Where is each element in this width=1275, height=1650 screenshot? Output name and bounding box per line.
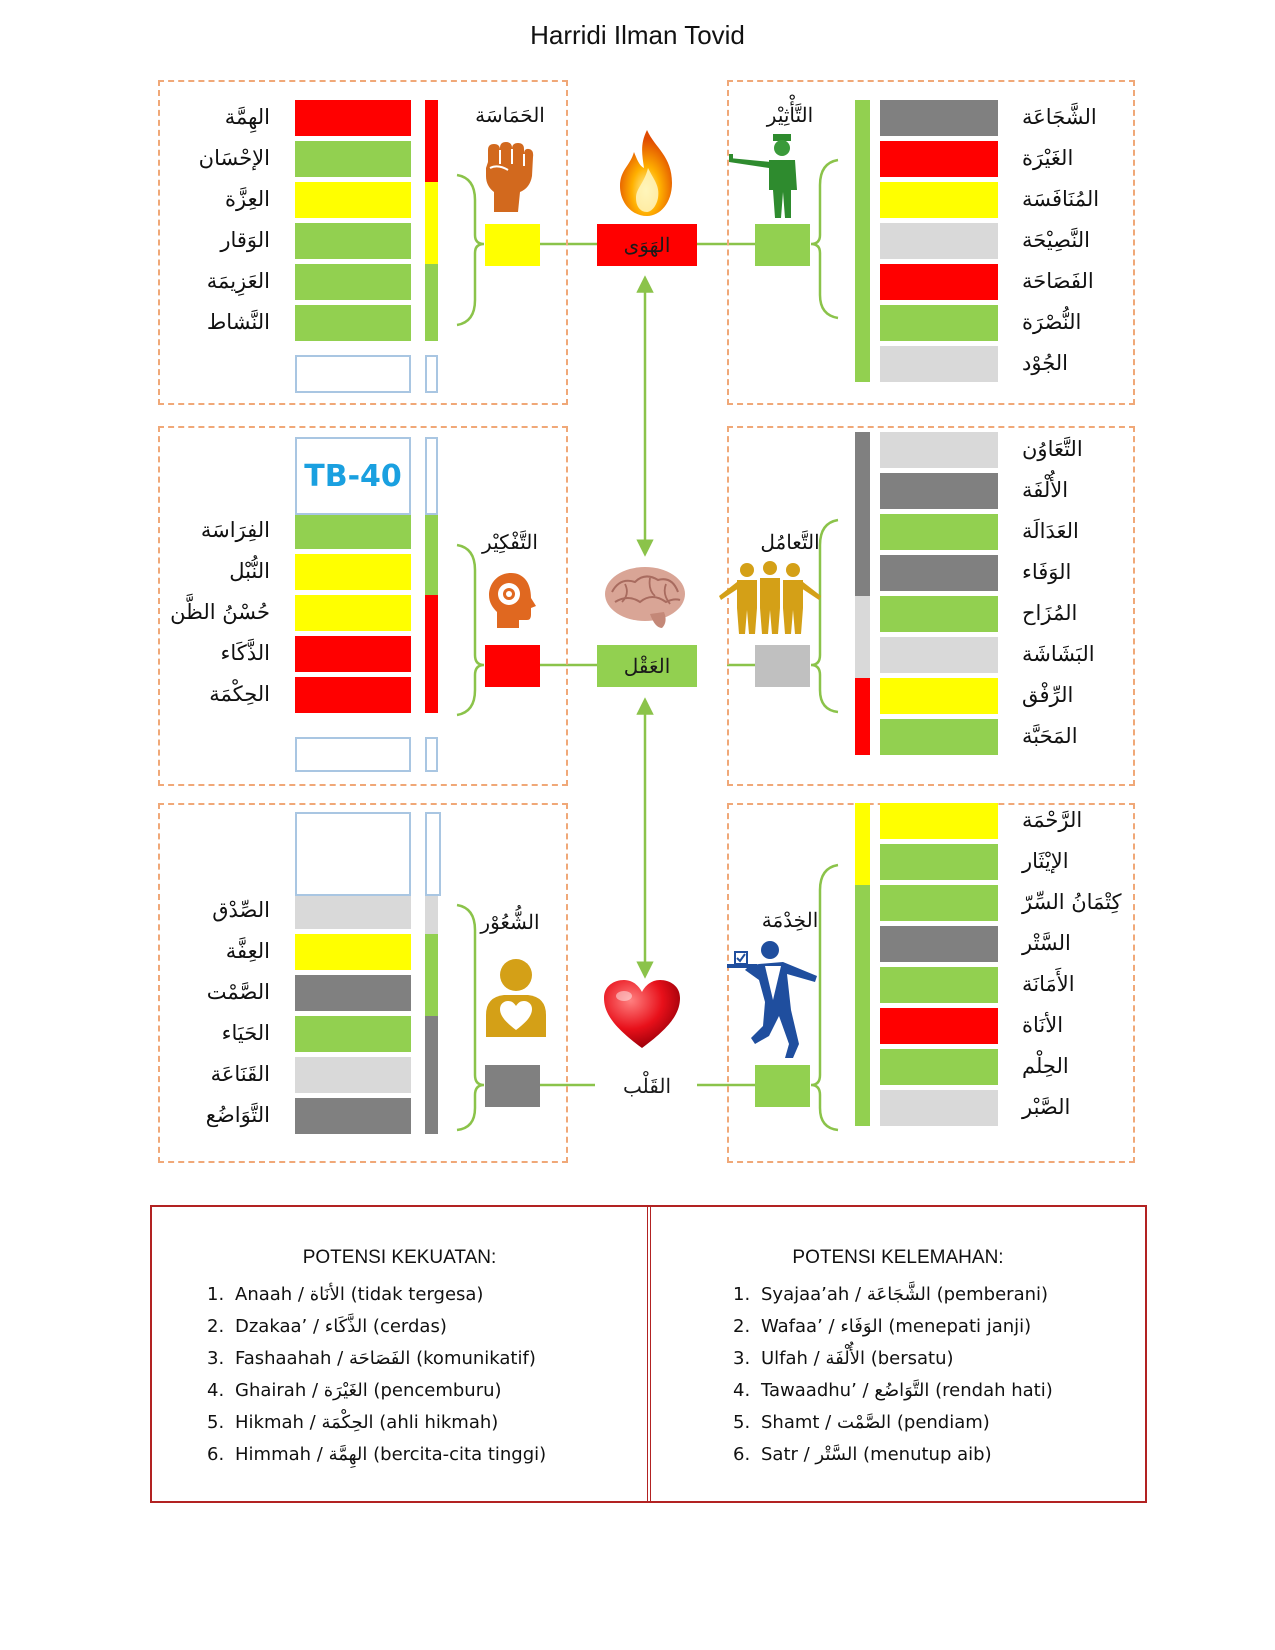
- tathir-side-segment: [855, 182, 870, 223]
- tathir-label: الفَصَاحَة: [1022, 269, 1094, 293]
- shuur-bar: [295, 1057, 411, 1093]
- taamul-side-segment: [855, 719, 870, 755]
- hamasah-side-segment: [425, 141, 438, 182]
- tathir-bar: [880, 346, 998, 382]
- taamul-bar: [880, 637, 998, 673]
- shuur-label: الصَّمْت: [206, 980, 270, 1004]
- khidmah-side-segment: [855, 1090, 870, 1126]
- strengths-item-number: 2.: [207, 1316, 225, 1337]
- hamasah-bar: [295, 100, 411, 136]
- tathir-bar: [880, 305, 998, 341]
- strengths-item: [207, 1375, 546, 1407]
- strengths-item: [207, 1439, 546, 1471]
- header-khidmah: الخِدْمَة: [761, 908, 819, 932]
- hamasah-bar: [295, 223, 411, 259]
- node-hawa[interactable]: الهَوَى: [597, 224, 697, 266]
- tathir-side-segment: [855, 264, 870, 305]
- node-tathir[interactable]: [755, 224, 810, 266]
- strengths-item-number: 4.: [207, 1380, 225, 1401]
- weaknesses-item: [733, 1375, 1053, 1407]
- brain-icon: [600, 562, 690, 632]
- shuur-side-segment: [425, 934, 438, 975]
- tafkir-bar: [295, 595, 411, 631]
- khidmah-side-segment: [855, 1049, 870, 1090]
- tafkir-label: الذَّكَاء: [220, 641, 270, 665]
- tafkir-side-segment: [425, 636, 438, 677]
- shuur-side-segment: [425, 893, 438, 934]
- tafkir-top-seg: [425, 437, 438, 515]
- taamul-bar: [880, 555, 998, 591]
- tafkir-empty-bar: [295, 737, 411, 772]
- hamasah-empty-bar: [295, 355, 411, 393]
- tathir-side-segment: [855, 346, 870, 382]
- shuur-side-segment: [425, 975, 438, 1016]
- tafkir-bar: [295, 554, 411, 590]
- khidmah-side-segment: [855, 967, 870, 1008]
- khidmah-label: كِتْمَانُ السِّرّ: [1022, 890, 1122, 914]
- taamul-side-segment: [855, 596, 870, 637]
- tafkir-bar: [295, 677, 411, 713]
- khidmah-side-segment: [855, 803, 870, 844]
- tafkir-side-segment: [425, 677, 438, 713]
- weaknesses-item-text: Shamt / الصَّمْت (pendiam): [761, 1412, 990, 1433]
- khidmah-bar: [880, 803, 998, 839]
- person-heart-icon: [482, 955, 550, 1040]
- weaknesses-item: [733, 1439, 1053, 1471]
- hamasah-side-segment: [425, 182, 438, 223]
- header-shuur: الشُّعُوْر: [480, 910, 540, 934]
- tathir-side-segment: [855, 305, 870, 346]
- taamul-label: المُزَاح: [1022, 601, 1078, 625]
- khidmah-label: الحِلْم: [1022, 1054, 1069, 1078]
- shuur-side-segment: [425, 1057, 438, 1098]
- khidmah-side-segment: [855, 885, 870, 926]
- hamasah-label: الهِمَّة: [224, 105, 270, 129]
- shuur-label: التَّوَاضُع: [205, 1103, 270, 1127]
- khidmah-label: الأَمَانَة: [1022, 972, 1075, 996]
- hamasah-empty-seg: [425, 355, 438, 393]
- hamasah-bar: [295, 182, 411, 218]
- tathir-side-segment: [855, 223, 870, 264]
- strengths-item: [207, 1279, 546, 1311]
- taamul-bar: [880, 514, 998, 550]
- hamasah-side-segment: [425, 100, 438, 141]
- strengths-item-text: Fashaahah / الفَصَاحَة (komunikatif): [235, 1348, 536, 1369]
- weaknesses-item-text: Tawaadhu’ / التَّوَاضُع (rendah hati): [761, 1380, 1053, 1401]
- weaknesses-item-number: 4.: [733, 1380, 751, 1401]
- strengths-list: [207, 1279, 546, 1471]
- header-taamul: التَّعامُل: [760, 530, 820, 554]
- tathir-label: المُنَافَسَة: [1022, 187, 1100, 211]
- hamasah-label: النَّشاط: [206, 310, 270, 334]
- tafkir-label: الحِكْمَة: [209, 682, 270, 706]
- group-people-icon: [715, 560, 825, 635]
- thinking-head-icon: [485, 570, 540, 630]
- hamasah-bar: [295, 305, 411, 341]
- shuur-label: العِفَّة: [225, 939, 270, 963]
- tafkir-label: الفِرَاسَة: [200, 518, 270, 542]
- strengths-item-text: Hikmah / الحِكْمَة (ahli hikmah): [235, 1412, 499, 1433]
- tathir-bar: [880, 100, 998, 136]
- tafkir-bar: [295, 636, 411, 672]
- taamul-label: المَحَبَّة: [1022, 724, 1078, 748]
- shuur-label: الصِّدْق: [212, 898, 270, 922]
- hamasah-label: الوَقار: [220, 228, 270, 252]
- khidmah-bar: [880, 844, 998, 880]
- weaknesses-item-number: 2.: [733, 1316, 751, 1337]
- node-shuur[interactable]: [485, 1065, 540, 1107]
- taamul-bar: [880, 596, 998, 632]
- header-hamasah: الحَمَاسَة: [475, 103, 545, 127]
- node-khidmah[interactable]: [755, 1065, 810, 1107]
- node-hamasah[interactable]: [485, 224, 540, 266]
- tathir-label: الشَّجَاعَة: [1022, 105, 1097, 129]
- taamul-bar: [880, 719, 998, 755]
- tathir-side-segment: [855, 100, 870, 141]
- khidmah-label: السَّتْر: [1022, 931, 1071, 955]
- taamul-side-segment: [855, 678, 870, 719]
- hamasah-label: الإحْسَان: [198, 146, 270, 170]
- strengths-item-text: Himmah / الهِمَّة (bercita-cita tinggi): [235, 1444, 547, 1465]
- hamasah-label: العِزَّة: [225, 187, 270, 211]
- weaknesses-item-number: 3.: [733, 1348, 751, 1369]
- page-title: Harridi Ilman Tovid: [530, 20, 745, 50]
- taamul-label: الوَفَاء: [1022, 560, 1072, 584]
- weaknesses-item-text: Wafaa’ / الوَفَاء (menepati janji): [761, 1316, 1032, 1337]
- khidmah-label: الأنَاة: [1022, 1013, 1064, 1037]
- raised-fist-icon: [480, 140, 535, 215]
- potential-legend: [150, 1205, 1147, 1503]
- khidmah-label: الرَّحْمَة: [1022, 808, 1083, 832]
- weaknesses-item-text: Syajaa’ah / الشَّجَاعَة (pemberani): [761, 1284, 1049, 1305]
- khidmah-bar: [880, 885, 998, 921]
- strengths-item-number: 1.: [207, 1284, 225, 1305]
- hamasah-bar: [295, 264, 411, 300]
- taamul-side-segment: [855, 514, 870, 555]
- tathir-bar: [880, 141, 998, 177]
- strengths-item-number: 3.: [207, 1348, 225, 1369]
- taamul-side-segment: [855, 473, 870, 514]
- node-qalb[interactable]: القَلْب: [597, 1065, 697, 1107]
- tathir-bar: [880, 223, 998, 259]
- tathir-label: النَّصِيْحَة: [1022, 228, 1090, 252]
- shuur-empty-seg: [425, 812, 441, 896]
- header-tafkir: التَّفْكِيْر: [482, 530, 538, 554]
- tafkir-side-segment: [425, 513, 438, 554]
- pointing-officer-icon: [725, 130, 805, 220]
- weaknesses-item-text: Ulfah / الأُلْفَة (bersatu): [761, 1348, 954, 1369]
- shuur-side-segment: [425, 1016, 438, 1057]
- tathir-label: النُّصْرَة: [1022, 310, 1082, 334]
- khidmah-side-segment: [855, 926, 870, 967]
- khidmah-bar: [880, 1008, 998, 1044]
- shuur-label: القَنَاعَة: [210, 1062, 270, 1086]
- tafkir-label: حُسْنُ الظَّن: [170, 600, 270, 624]
- node-taamul[interactable]: [755, 645, 810, 687]
- tathir-side-segment: [855, 141, 870, 182]
- taamul-side-segment: [855, 637, 870, 678]
- weaknesses-item: [733, 1311, 1053, 1343]
- strengths-item-number: 5.: [207, 1412, 225, 1433]
- tathir-bar: [880, 182, 998, 218]
- shuur-bar: [295, 975, 411, 1011]
- strengths-item: [207, 1407, 546, 1439]
- taamul-label: الرِّفْق: [1022, 683, 1074, 707]
- tathir-label: الجُوْد: [1022, 351, 1068, 375]
- weaknesses-column: [651, 1207, 1145, 1501]
- weaknesses-item-text: Satr / السَّتْر (menutup aib): [761, 1444, 992, 1465]
- strengths-item: [207, 1343, 546, 1375]
- heart-icon: [602, 978, 682, 1050]
- tb-40-box: TB-40: [295, 437, 411, 515]
- taamul-label: التَّعَاوُن: [1022, 437, 1083, 461]
- taamul-bar: [880, 432, 998, 468]
- khidmah-bar: [880, 967, 998, 1003]
- strengths-item-text: Anaah / الأنَاة (tidak tergesa): [235, 1284, 484, 1305]
- weaknesses-list: [733, 1279, 1053, 1471]
- tafkir-label: النُّبْل: [229, 559, 270, 583]
- taamul-side-segment: [855, 555, 870, 596]
- shuur-bar: [295, 934, 411, 970]
- weaknesses-item: [733, 1407, 1053, 1439]
- taamul-label: البَشَاشَة: [1022, 642, 1095, 666]
- fire-icon: [610, 128, 685, 220]
- khidmah-label: الصَّبْر: [1022, 1095, 1071, 1119]
- hamasah-label: العَزِيمَة: [206, 269, 270, 293]
- khidmah-bar: [880, 926, 998, 962]
- tafkir-empty-seg: [425, 737, 438, 772]
- weaknesses-item: [733, 1279, 1053, 1311]
- shuur-side-segment: [425, 1098, 438, 1134]
- node-aql[interactable]: العَقْل: [597, 645, 697, 687]
- khidmah-bar: [880, 1090, 998, 1126]
- strengths-heading: POTENSI KEKUATAN:: [302, 1247, 497, 1268]
- strengths-item-number: 6.: [207, 1444, 225, 1465]
- tafkir-side-segment: [425, 595, 438, 636]
- taamul-label: العَدَالَة: [1022, 519, 1079, 543]
- khidmah-label: الإيْثَار: [1022, 849, 1069, 873]
- weaknesses-item-number: 5.: [733, 1412, 751, 1433]
- weaknesses-item-number: 1.: [733, 1284, 751, 1305]
- strengths-item-text: Dzakaa’ / الذَّكَاء (cerdas): [235, 1316, 447, 1337]
- taamul-side-segment: [855, 432, 870, 473]
- taamul-bar: [880, 678, 998, 714]
- khidmah-bar: [880, 1049, 998, 1085]
- taamul-bar: [880, 473, 998, 509]
- strengths-item-text: Ghairah / الغَيْرَة (pencemburu): [235, 1380, 502, 1401]
- hamasah-bar: [295, 141, 411, 177]
- node-tafkir[interactable]: [485, 645, 540, 687]
- waiter-icon: [725, 940, 825, 1060]
- shuur-label: الحَيَاء: [221, 1021, 270, 1045]
- header-tathir: التَّأْثِيْر: [766, 103, 814, 127]
- shuur-bar: [295, 893, 411, 929]
- shuur-bar: [295, 1098, 411, 1134]
- weaknesses-heading: POTENSI KELEMAHAN:: [792, 1247, 1004, 1268]
- khidmah-side-segment: [855, 1008, 870, 1049]
- weaknesses-item-number: 6.: [733, 1444, 751, 1465]
- shuur-empty-bar: [295, 812, 411, 896]
- hamasah-side-segment: [425, 223, 438, 264]
- tathir-bar: [880, 264, 998, 300]
- shuur-bar: [295, 1016, 411, 1052]
- strengths-item: [207, 1311, 546, 1343]
- tathir-label: الغَيْرَة: [1022, 146, 1074, 170]
- hamasah-side-segment: [425, 305, 438, 341]
- khidmah-side-segment: [855, 844, 870, 885]
- tafkir-side-segment: [425, 554, 438, 595]
- hamasah-side-segment: [425, 264, 438, 305]
- tafkir-bar: [295, 513, 411, 549]
- strengths-column: [152, 1207, 651, 1501]
- taamul-label: الأُلْفَة: [1022, 478, 1069, 502]
- weaknesses-item: [733, 1343, 1053, 1375]
